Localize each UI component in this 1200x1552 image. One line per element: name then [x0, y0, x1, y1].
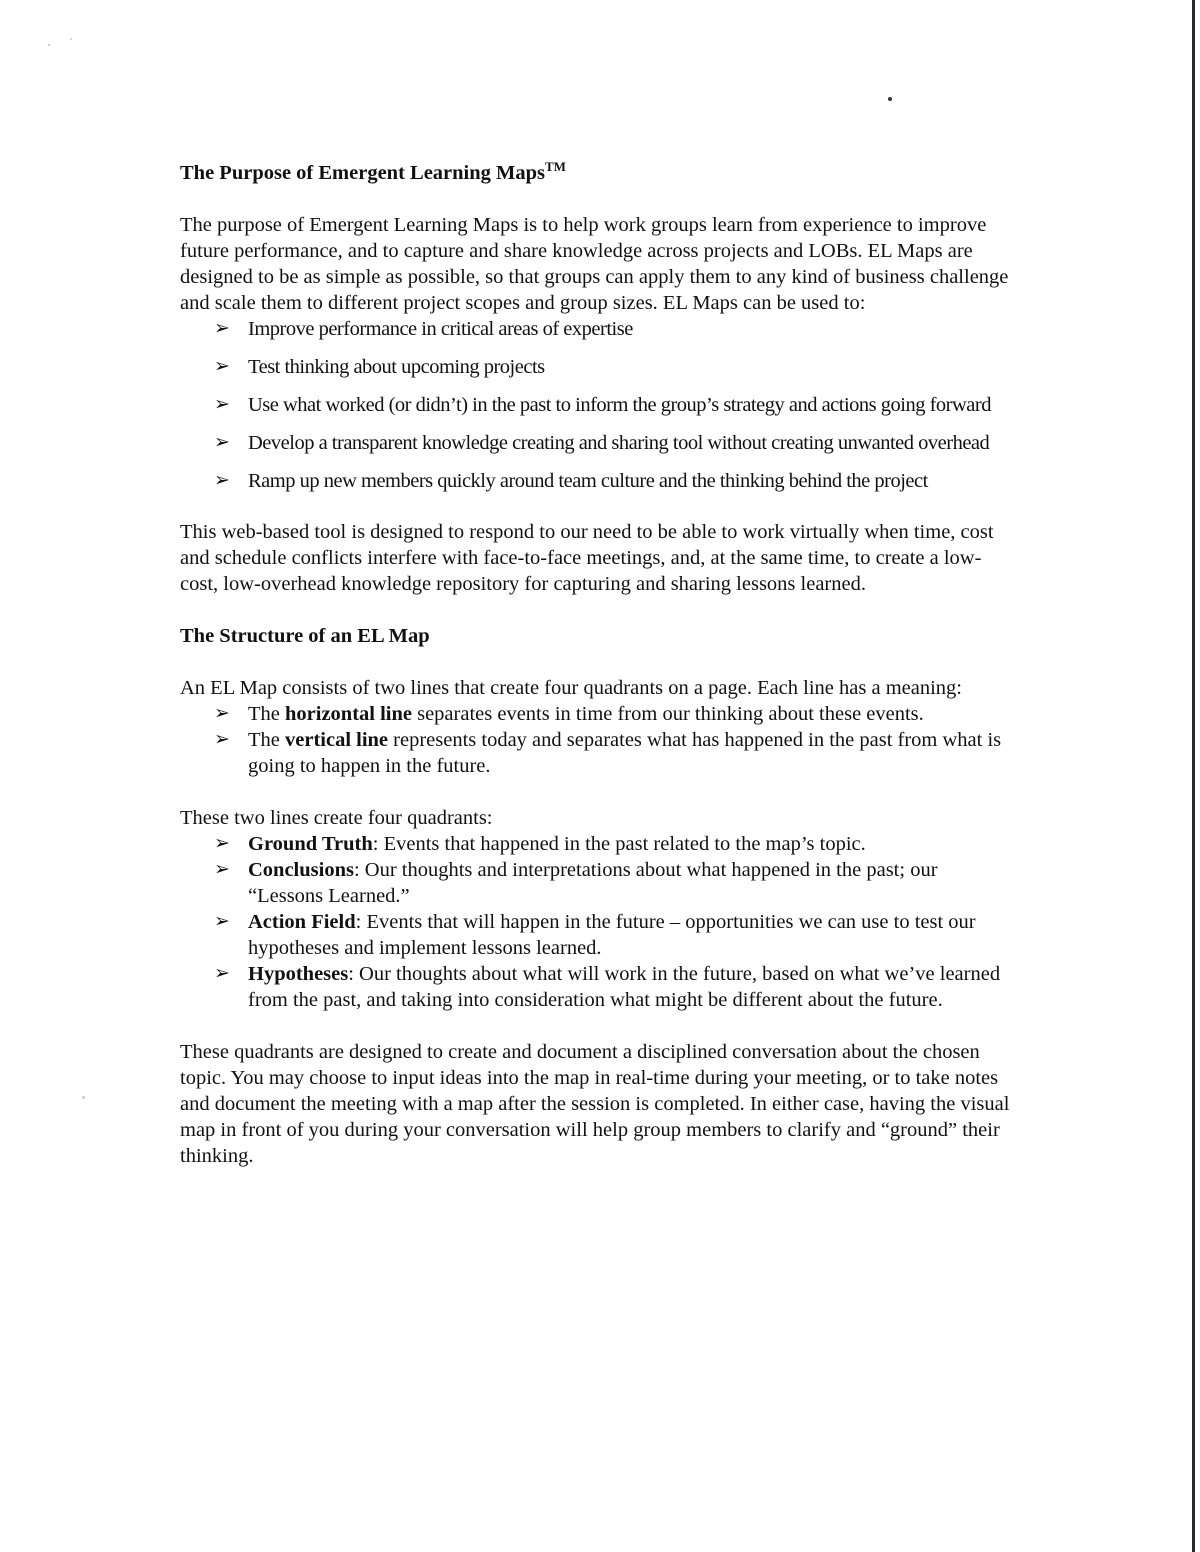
scan-edge-line — [1192, 0, 1195, 1552]
list-item: ➢ Ground Truth: Events that happened in the past related to the map’s topic. — [214, 833, 866, 855]
list-item: ➢ Develop a transparent knowledge creating and sharing tool without creating unwanted overhead — [214, 432, 990, 454]
arrow-bullet-icon: ➢ — [214, 833, 230, 854]
arrow-bullet-icon: ➢ — [214, 318, 230, 339]
purpose-intro-paragraph: The purpose of Emergent Learning Maps is to help work groups learn from experience to improve future performance, and to capture and share knowledge across projects and LOBs. EL Maps are designed to be as simple as possible, so that groups can apply them to any kind of business challenge and scale them to different project scopes and group sizes. EL Maps can be used to: — [180, 214, 1009, 314]
term-horizontal-line: horizontal line — [285, 703, 412, 725]
term-conclusions: Conclusions — [248, 859, 354, 881]
list-item: ➢ The horizontal line separates events in time from our thinking about these events. — [214, 703, 924, 725]
arrow-bullet-icon: ➢ — [214, 729, 230, 750]
trademark-mark: TM — [545, 159, 566, 175]
list-item: ➢ Use what worked (or didn’t) in the past to inform the group’s strategy and actions going forward — [214, 394, 991, 416]
arrow-bullet-icon: ➢ — [214, 859, 230, 880]
scan-speck — [888, 97, 892, 101]
lines-list — [180, 701, 1010, 779]
arrow-bullet-icon: ➢ — [214, 703, 230, 724]
list-item: ➢ Action Field: Events that will happen in the future – opportunities we can use to test our hypotheses and implement lessons learned. — [214, 911, 976, 959]
scan-speck — [70, 38, 72, 40]
uses-list — [180, 316, 1010, 494]
quadrants-intro: These two lines create four quadrants: — [180, 807, 493, 829]
closing-paragraph: These quadrants are designed to create and document a disciplined conversation about the chosen topic. You may choose to input ideas into the map in real-time during your meeting, or to take notes and document the meeting with a map after the session is completed. In either case, having the visual map in front of you during your conversation will help group members to clarify and “ground” their thinking. — [180, 1041, 1010, 1167]
list-item: ➢ Conclusions: Our thoughts and interpretations about what happened in the past; our “Lessons Learned.” — [214, 859, 938, 907]
quadrants-list — [180, 831, 1010, 1013]
term-hypotheses: Hypotheses — [248, 963, 349, 985]
term-vertical-line: vertical line — [285, 729, 389, 751]
arrow-bullet-icon: ➢ — [214, 394, 230, 415]
list-item: ➢ The vertical line represents today and separates what has happened in the past from what is going to happen in the future. — [214, 729, 1002, 777]
arrow-bullet-icon: ➢ — [214, 356, 230, 377]
arrow-bullet-icon: ➢ — [214, 963, 230, 984]
term-ground-truth: Ground Truth — [248, 833, 373, 855]
scan-speck — [48, 44, 50, 46]
section-title-purpose: The Purpose of Emergent Learning Maps™ — [180, 159, 566, 184]
structure-intro-paragraph: An EL Map consists of two lines that create four quadrants on a page. Each line has a meaning: — [180, 677, 962, 699]
arrow-bullet-icon: ➢ — [214, 432, 230, 453]
scan-speck — [82, 1096, 85, 1099]
term-action-field: Action Field — [248, 911, 356, 933]
list-item: ➢ Ramp up new members quickly around team culture and the thinking behind the project — [214, 470, 928, 492]
web-tool-paragraph: This web-based tool is designed to respond to our need to be able to work virtually when time, cost and schedule conflicts interfere with face-to-face meetings, and, at the same time, to create a low-cost, low-overhead knowledge repository for capturing and sharing lessons learned. — [180, 521, 994, 595]
arrow-bullet-icon: ➢ — [214, 470, 230, 491]
arrow-bullet-icon: ➢ — [214, 911, 230, 932]
page-content — [180, 160, 1010, 1169]
list-item: ➢ Test thinking about upcoming projects — [214, 356, 545, 378]
list-item: ➢ Hypotheses: Our thoughts about what will work in the future, based on what we’ve learned from the past, and taking into consideration what might be different about the future. — [214, 963, 1001, 1011]
section-title-structure: The Structure of an EL Map — [180, 625, 430, 647]
list-item: ➢ Improve performance in critical areas of expertise — [214, 318, 633, 340]
